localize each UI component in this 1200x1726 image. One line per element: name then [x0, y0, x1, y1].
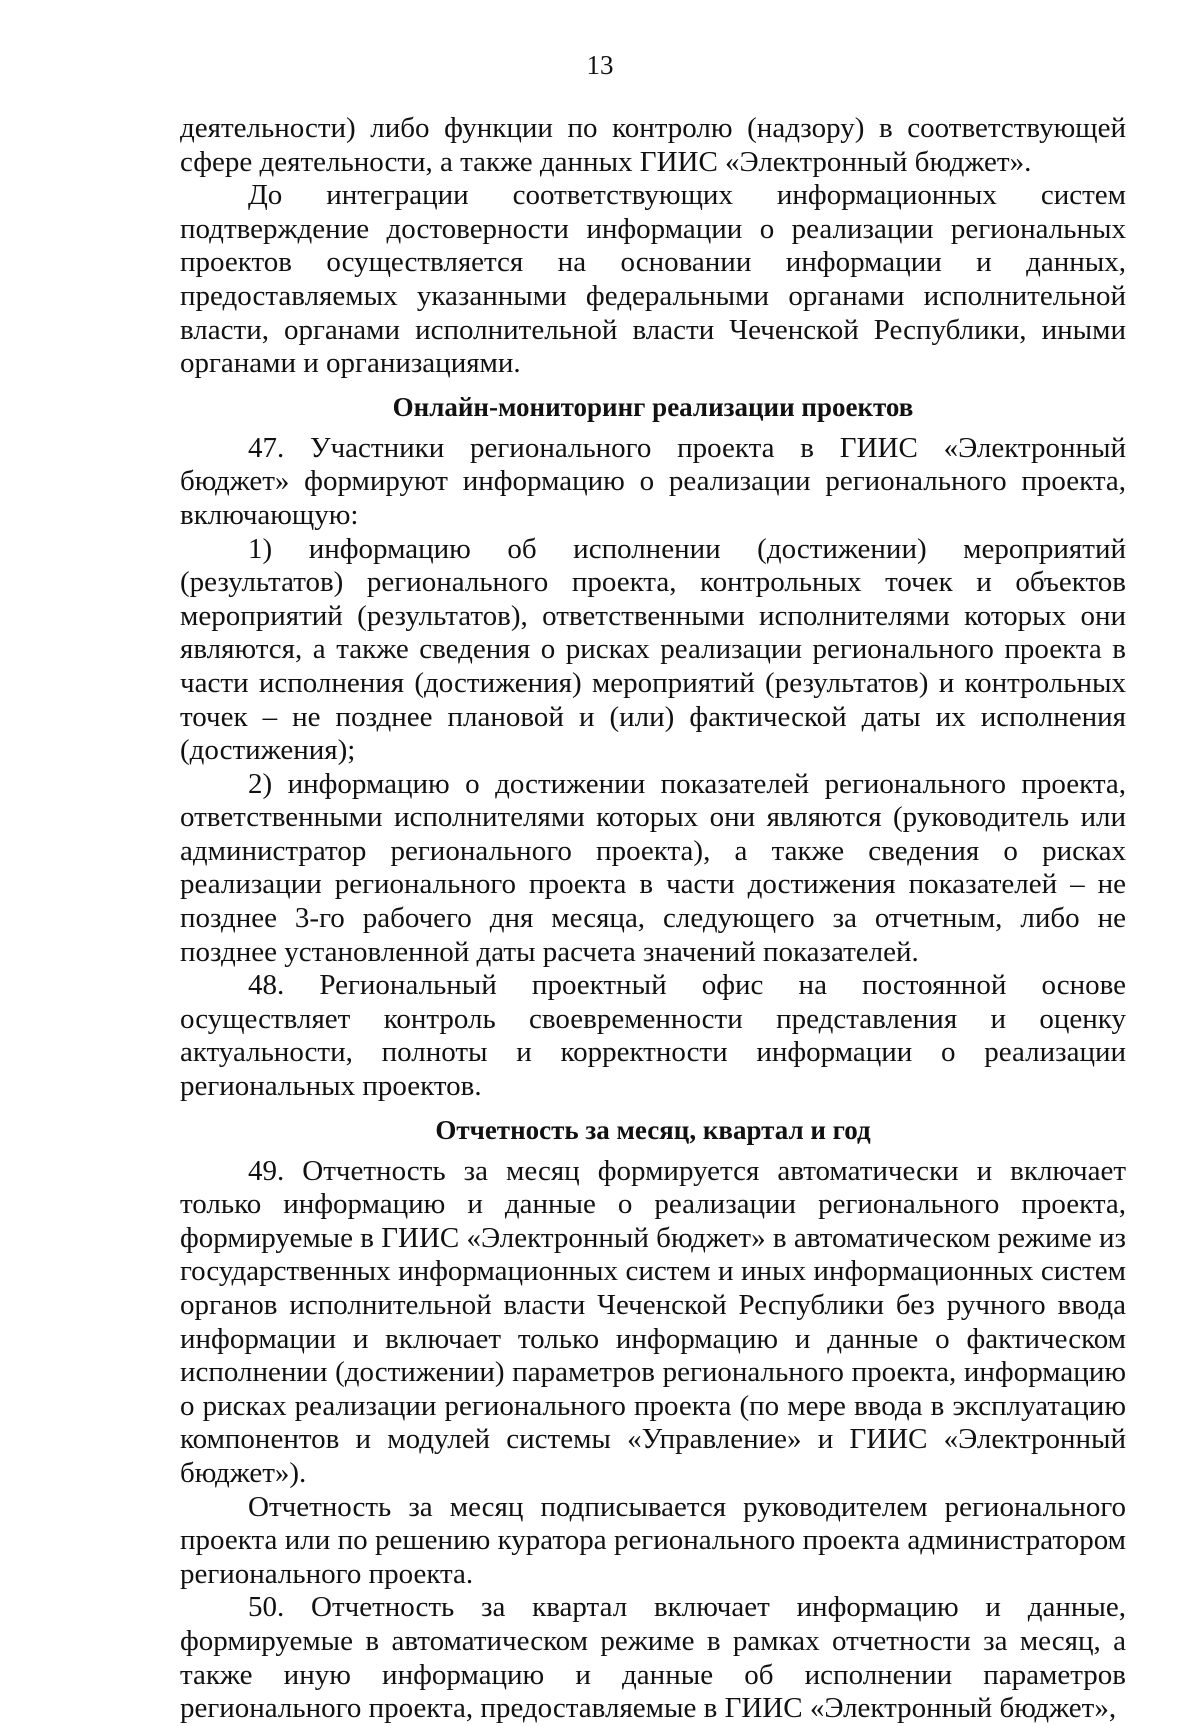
paragraph-48: 48. Региональный проектный офис на постоянной основе осуществляет контроль своевременности представления и оценку актуальности, полноты и корректности информации о реализации региональных проектов. — [180, 969, 1126, 1103]
paragraph-integration: До интеграции соответствующих информационных систем подтверждение достоверности информации о реализации региональных проектов осуществляется на основании информации и данных, предоставляемых указанными федеральными органами исполнительной власти, органами исполнительной власти Чеченской Республики, иными органами и организациями. — [180, 179, 1126, 380]
paragraph-monthly-signing: Отчетность за месяц подписывается руководителем регионального проекта или по решению куратора регионального проекта администратором регионального проекта. — [180, 1490, 1126, 1590]
section-heading-reporting: Отчетность за месяц, квартал и год — [435, 1114, 871, 1145]
paragraph-47-item-2: 2) информацию о достижении показателей регионального проекта, ответственными исполнителями которых они являются (руководитель или администратор регионального проекта), а также сведения о рисках реализации регионального проекта в части достижения показателей – не позднее 3-го рабочего дня месяца, следующего за отчетным, либо не позднее установленной даты расчета значений показателей. — [180, 767, 1126, 968]
paragraph-47: 47. Участники регионального проекта в ГИИС «Электронный бюджет» формируют информацию о реализации регионального проекта, включающую: — [180, 431, 1126, 531]
paragraph-47-item-1: 1) информацию об исполнении (достижении) мероприятий (результатов) регионального проекта, контрольных точек и объектов мероприятий (результатов), ответственными исполнителями которых они являются, а также сведения о рисках реализации регионального проекта в части исполнения (достижения) мероприятий (результатов) и контрольных точек – не позднее плановой и (или) фактической даты их исполнения (достижения); — [180, 532, 1126, 767]
paragraph-49: 49. Отчетность за месяц формируется автоматически и включает только информацию и данные о реализации регионального проекта, формируемые в ГИИС «Электронный бюджет» в автоматическом режиме из государственных информационных систем и иных информационных систем органов исполнительной власти Чеченской Республики без ручного ввода информации и включает только информацию и данные о фактическом исполнении (достижении) параметров регионального проекта, информацию о рисках реализации регионального проекта (по мере ввода в эксплуатацию компонентов и модулей системы «Управление» и ГИИС «Электронный бюджет»). — [180, 1154, 1126, 1489]
paragraph-continuation: деятельности) либо функции по контролю (надзору) в соответствующей сфере деятельности, а также данных ГИИС «Электронный бюджет». — [180, 112, 1126, 178]
paragraph-50: 50. Отчетность за квартал включает информацию и данные, формируемые в автоматическом режиме в рамках отчетности за месяц, а также иную информацию и данные об исполнении параметров регионального проекта, предоставляемые в ГИИС «Электронный бюджет», — [180, 1591, 1126, 1725]
section-heading-online-monitoring: Онлайн-мониторинг реализации проектов — [392, 391, 914, 422]
page-number: 13 — [586, 50, 614, 80]
document-body — [180, 112, 1126, 1726]
